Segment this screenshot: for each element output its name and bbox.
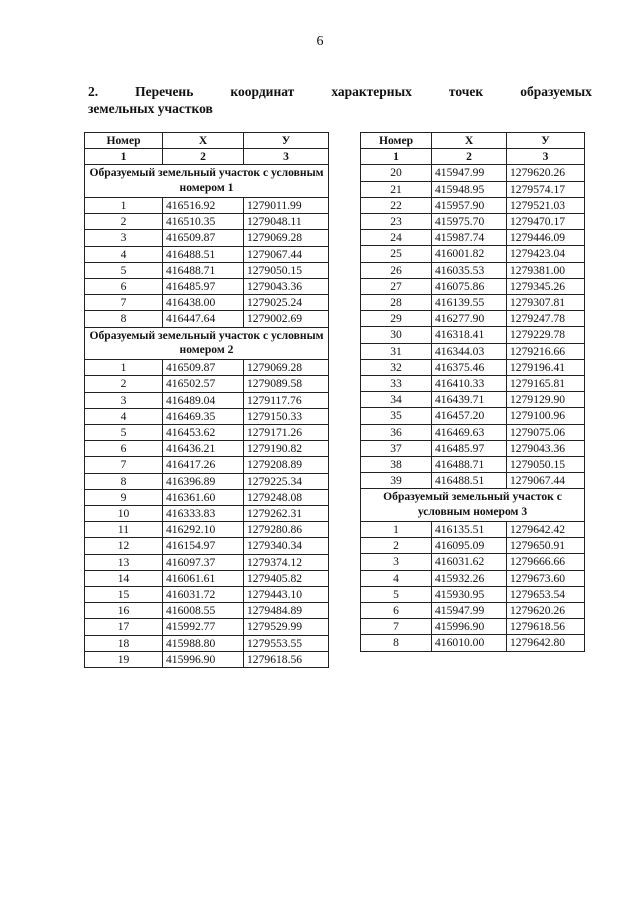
y-coordinate-cell: 1279100.96 (507, 408, 585, 424)
table-row (361, 570, 585, 586)
column-index: 1 (85, 149, 163, 165)
x-coordinate-cell: 415932.26 (432, 570, 507, 586)
heading-word: 2. (88, 84, 99, 99)
point-number-cell: 2 (361, 538, 432, 554)
x-coordinate-cell: 416438.00 (163, 295, 244, 311)
column-header-y: У (244, 133, 329, 149)
x-coordinate-cell: 416361.60 (163, 489, 244, 505)
y-coordinate-cell: 1279446.09 (507, 230, 585, 246)
x-coordinate-cell: 415988.80 (163, 635, 244, 651)
x-coordinate-cell: 415947.99 (432, 165, 507, 181)
x-coordinate-cell: 416318.41 (432, 327, 507, 343)
y-coordinate-cell: 1279529.99 (244, 619, 329, 635)
y-coordinate-cell: 1279443.10 (244, 587, 329, 603)
table-row (361, 327, 585, 343)
point-number-cell: 3 (85, 392, 163, 408)
table-row (361, 457, 585, 473)
point-number-cell: 7 (361, 619, 432, 635)
x-coordinate-cell: 416488.51 (163, 246, 244, 262)
table-row (361, 635, 585, 651)
point-number-cell: 39 (361, 473, 432, 489)
heading-word: Перечень (135, 84, 194, 99)
table-row (85, 279, 329, 295)
table-row (85, 554, 329, 570)
y-coordinate-cell: 1279043.36 (507, 440, 585, 456)
y-coordinate-cell: 1279374.12 (244, 554, 329, 570)
y-coordinate-cell: 1279470.17 (507, 214, 585, 230)
x-coordinate-cell: 416061.61 (163, 570, 244, 586)
x-coordinate-cell: 416292.10 (163, 522, 244, 538)
column-index: 3 (507, 149, 585, 165)
table-row (85, 441, 329, 457)
x-coordinate-cell: 416469.35 (163, 408, 244, 424)
point-number-cell: 13 (85, 554, 163, 570)
y-coordinate-cell: 1279196.41 (507, 359, 585, 375)
y-coordinate-cell: 1279247.78 (507, 311, 585, 327)
table-row (85, 246, 329, 262)
x-coordinate-cell: 416001.82 (432, 246, 507, 262)
point-number-cell: 4 (361, 570, 432, 586)
x-coordinate-cell: 416035.53 (432, 262, 507, 278)
y-coordinate-cell: 1279067.44 (507, 473, 585, 489)
table-row (361, 343, 585, 359)
x-coordinate-cell: 416485.97 (163, 279, 244, 295)
y-coordinate-cell: 1279216.66 (507, 343, 585, 359)
y-coordinate-cell: 1279642.80 (507, 635, 585, 651)
section-title: Образуемый земельный участок с условным номером 3 (361, 489, 585, 522)
y-coordinate-cell: 1279653.54 (507, 586, 585, 602)
table-row (361, 359, 585, 375)
table-row (85, 376, 329, 392)
table-row (361, 473, 585, 489)
table-row (85, 522, 329, 538)
y-coordinate-cell: 1279150.33 (244, 408, 329, 424)
column-index-row (361, 149, 585, 165)
y-coordinate-cell: 1279171.26 (244, 425, 329, 441)
y-coordinate-cell: 1279345.26 (507, 278, 585, 294)
point-number-cell: 3 (361, 554, 432, 570)
point-number-cell: 15 (85, 587, 163, 603)
column-index: 2 (163, 149, 244, 165)
table-row (361, 295, 585, 311)
x-coordinate-cell: 415987.74 (432, 230, 507, 246)
point-number-cell: 34 (361, 392, 432, 408)
table-row (85, 651, 329, 667)
x-coordinate-cell: 416010.00 (432, 635, 507, 651)
y-coordinate-cell: 1279048.11 (244, 214, 329, 230)
x-coordinate-cell: 415975.70 (432, 214, 507, 230)
point-number-cell: 1 (361, 522, 432, 538)
table-row (85, 360, 329, 376)
point-number-cell: 17 (85, 619, 163, 635)
table-header-row (85, 133, 329, 149)
table-row (85, 262, 329, 278)
column-index: 3 (244, 149, 329, 165)
point-number-cell: 8 (361, 635, 432, 651)
y-coordinate-cell: 1279307.81 (507, 295, 585, 311)
y-coordinate-cell: 1279229.78 (507, 327, 585, 343)
y-coordinate-cell: 1279620.26 (507, 165, 585, 181)
table-row (361, 408, 585, 424)
point-number-cell: 9 (85, 489, 163, 505)
x-coordinate-cell: 416457.20 (432, 408, 507, 424)
point-number-cell: 36 (361, 424, 432, 440)
x-coordinate-cell: 416439.71 (432, 392, 507, 408)
y-coordinate-cell: 1279405.82 (244, 570, 329, 586)
coordinates-table-left (84, 132, 329, 668)
y-coordinate-cell: 1279381.00 (507, 262, 585, 278)
point-number-cell: 33 (361, 376, 432, 392)
point-number-cell: 22 (361, 197, 432, 213)
x-coordinate-cell: 416375.46 (432, 359, 507, 375)
section-row (85, 327, 329, 360)
y-coordinate-cell: 1279089.58 (244, 376, 329, 392)
table-row (85, 230, 329, 246)
heading-line-2: земельных участков (88, 101, 213, 116)
x-coordinate-cell: 416488.71 (163, 262, 244, 278)
y-coordinate-cell: 1279618.56 (244, 651, 329, 667)
x-coordinate-cell: 416333.83 (163, 506, 244, 522)
x-coordinate-cell: 416031.62 (432, 554, 507, 570)
x-coordinate-cell: 416509.87 (163, 360, 244, 376)
column-header-number: Номер (361, 133, 432, 149)
table-row (85, 425, 329, 441)
table-row (361, 214, 585, 230)
table-row (85, 311, 329, 327)
table-row (85, 570, 329, 586)
heading-word: координат (230, 84, 295, 99)
y-coordinate-cell: 1279521.03 (507, 197, 585, 213)
point-number-cell: 5 (361, 586, 432, 602)
table-row (85, 198, 329, 214)
table-row (361, 424, 585, 440)
x-coordinate-cell: 416516.92 (163, 198, 244, 214)
y-coordinate-cell: 1279067.44 (244, 246, 329, 262)
point-number-cell: 5 (85, 262, 163, 278)
x-coordinate-cell: 416453.62 (163, 425, 244, 441)
x-coordinate-cell: 416344.03 (432, 343, 507, 359)
point-number-cell: 14 (85, 570, 163, 586)
y-coordinate-cell: 1279043.36 (244, 279, 329, 295)
section-row (361, 489, 585, 522)
section-heading (88, 83, 592, 117)
x-coordinate-cell: 415996.90 (163, 651, 244, 667)
section-title: Образуемый земельный участок с условным номером 2 (85, 327, 329, 360)
y-coordinate-cell: 1279262.31 (244, 506, 329, 522)
x-coordinate-cell: 416509.87 (163, 230, 244, 246)
table-row (85, 635, 329, 651)
table-row (85, 587, 329, 603)
x-coordinate-cell: 416488.71 (432, 457, 507, 473)
y-coordinate-cell: 1279280.86 (244, 522, 329, 538)
x-coordinate-cell: 416510.35 (163, 214, 244, 230)
point-number-cell: 4 (85, 408, 163, 424)
x-coordinate-cell: 416488.51 (432, 473, 507, 489)
x-coordinate-cell: 416410.33 (432, 376, 507, 392)
heading-word: точек (448, 84, 484, 99)
point-number-cell: 18 (85, 635, 163, 651)
table-row (361, 262, 585, 278)
x-coordinate-cell: 416447.64 (163, 311, 244, 327)
point-number-cell: 24 (361, 230, 432, 246)
table-row (361, 586, 585, 602)
column-index: 2 (432, 149, 507, 165)
point-number-cell: 31 (361, 343, 432, 359)
y-coordinate-cell: 1279574.17 (507, 181, 585, 197)
table-row (85, 214, 329, 230)
table-row (361, 538, 585, 554)
y-coordinate-cell: 1279075.06 (507, 424, 585, 440)
point-number-cell: 7 (85, 457, 163, 473)
x-coordinate-cell: 415996.90 (432, 619, 507, 635)
y-coordinate-cell: 1279190.82 (244, 441, 329, 457)
point-number-cell: 6 (85, 279, 163, 295)
x-coordinate-cell: 416031.72 (163, 587, 244, 603)
y-coordinate-cell: 1279620.26 (507, 603, 585, 619)
table-row (361, 311, 585, 327)
point-number-cell: 19 (85, 651, 163, 667)
x-coordinate-cell: 416095.09 (432, 538, 507, 554)
point-number-cell: 29 (361, 311, 432, 327)
y-coordinate-cell: 1279553.55 (244, 635, 329, 651)
y-coordinate-cell: 1279225.34 (244, 473, 329, 489)
point-number-cell: 30 (361, 327, 432, 343)
x-coordinate-cell: 415957.90 (432, 197, 507, 213)
table-row (361, 522, 585, 538)
table-body (361, 165, 585, 651)
point-number-cell: 2 (85, 376, 163, 392)
x-coordinate-cell: 416489.04 (163, 392, 244, 408)
table-row (85, 489, 329, 505)
table-row (361, 392, 585, 408)
y-coordinate-cell: 1279129.90 (507, 392, 585, 408)
point-number-cell: 28 (361, 295, 432, 311)
point-number-cell: 35 (361, 408, 432, 424)
x-coordinate-cell: 415930.95 (432, 586, 507, 602)
table-row (361, 230, 585, 246)
table-row (85, 603, 329, 619)
point-number-cell: 38 (361, 457, 432, 473)
point-number-cell: 21 (361, 181, 432, 197)
y-coordinate-cell: 1279666.66 (507, 554, 585, 570)
point-number-cell: 26 (361, 262, 432, 278)
page-number: 6 (316, 34, 324, 49)
x-coordinate-cell: 416075.86 (432, 278, 507, 294)
y-coordinate-cell: 1279673.60 (507, 570, 585, 586)
y-coordinate-cell: 1279069.28 (244, 360, 329, 376)
x-coordinate-cell: 416502.57 (163, 376, 244, 392)
y-coordinate-cell: 1279423.04 (507, 246, 585, 262)
heading-word: образуемых (520, 84, 592, 99)
point-number-cell: 8 (85, 311, 163, 327)
x-coordinate-cell: 416277.90 (432, 311, 507, 327)
table-row (85, 619, 329, 635)
y-coordinate-cell: 1279165.81 (507, 376, 585, 392)
table-row (361, 197, 585, 213)
point-number-cell: 10 (85, 506, 163, 522)
table-row (361, 619, 585, 635)
point-number-cell: 7 (85, 295, 163, 311)
table-row (85, 408, 329, 424)
table-header-row (361, 133, 585, 149)
heading-word: характерных (331, 84, 412, 99)
table-row (361, 554, 585, 570)
x-coordinate-cell: 416485.97 (432, 440, 507, 456)
point-number-cell: 23 (361, 214, 432, 230)
y-coordinate-cell: 1279050.15 (244, 262, 329, 278)
x-coordinate-cell: 415948.95 (432, 181, 507, 197)
y-coordinate-cell: 1279069.28 (244, 230, 329, 246)
point-number-cell: 1 (85, 360, 163, 376)
table-row (361, 278, 585, 294)
y-coordinate-cell: 1279340.34 (244, 538, 329, 554)
table-row (361, 603, 585, 619)
table-row (361, 376, 585, 392)
point-number-cell: 4 (85, 246, 163, 262)
heading-line-1 (88, 83, 592, 100)
column-header-number: Номер (85, 133, 163, 149)
point-number-cell: 27 (361, 278, 432, 294)
x-coordinate-cell: 416135.51 (432, 522, 507, 538)
point-number-cell: 16 (85, 603, 163, 619)
x-coordinate-cell: 415992.77 (163, 619, 244, 635)
y-coordinate-cell: 1279025.24 (244, 295, 329, 311)
table-row (85, 392, 329, 408)
x-coordinate-cell: 416154.97 (163, 538, 244, 554)
x-coordinate-cell: 416436.21 (163, 441, 244, 457)
table-row (85, 473, 329, 489)
table-row (85, 506, 329, 522)
coordinates-table-right (360, 132, 585, 652)
y-coordinate-cell: 1279484.89 (244, 603, 329, 619)
point-number-cell: 5 (85, 425, 163, 441)
point-number-cell: 8 (85, 473, 163, 489)
point-number-cell: 6 (85, 441, 163, 457)
table-row (85, 295, 329, 311)
table-row (85, 538, 329, 554)
column-index-row (85, 149, 329, 165)
point-number-cell: 32 (361, 359, 432, 375)
y-coordinate-cell: 1279117.76 (244, 392, 329, 408)
section-row (85, 165, 329, 198)
x-coordinate-cell: 416469.63 (432, 424, 507, 440)
table-row (361, 181, 585, 197)
y-coordinate-cell: 1279002.69 (244, 311, 329, 327)
table-body (85, 165, 329, 668)
column-index: 1 (361, 149, 432, 165)
x-coordinate-cell: 416139.55 (432, 295, 507, 311)
table-row (361, 440, 585, 456)
x-coordinate-cell: 415947.99 (432, 603, 507, 619)
point-number-cell: 6 (361, 603, 432, 619)
y-coordinate-cell: 1279650.91 (507, 538, 585, 554)
point-number-cell: 2 (85, 214, 163, 230)
x-coordinate-cell: 416008.55 (163, 603, 244, 619)
point-number-cell: 11 (85, 522, 163, 538)
column-header-x: Х (432, 133, 507, 149)
point-number-cell: 12 (85, 538, 163, 554)
y-coordinate-cell: 1279011.99 (244, 198, 329, 214)
point-number-cell: 1 (85, 198, 163, 214)
table-row (85, 457, 329, 473)
point-number-cell: 3 (85, 230, 163, 246)
point-number-cell: 25 (361, 246, 432, 262)
point-number-cell: 20 (361, 165, 432, 181)
table-row (361, 165, 585, 181)
table-row (361, 246, 585, 262)
x-coordinate-cell: 416097.37 (163, 554, 244, 570)
x-coordinate-cell: 416396.89 (163, 473, 244, 489)
y-coordinate-cell: 1279208.89 (244, 457, 329, 473)
y-coordinate-cell: 1279248.08 (244, 489, 329, 505)
column-header-x: Х (163, 133, 244, 149)
y-coordinate-cell: 1279050.15 (507, 457, 585, 473)
y-coordinate-cell: 1279618.56 (507, 619, 585, 635)
y-coordinate-cell: 1279642.42 (507, 522, 585, 538)
x-coordinate-cell: 416417.26 (163, 457, 244, 473)
column-header-y: У (507, 133, 585, 149)
section-title: Образуемый земельный участок с условным номером 1 (85, 165, 329, 198)
point-number-cell: 37 (361, 440, 432, 456)
